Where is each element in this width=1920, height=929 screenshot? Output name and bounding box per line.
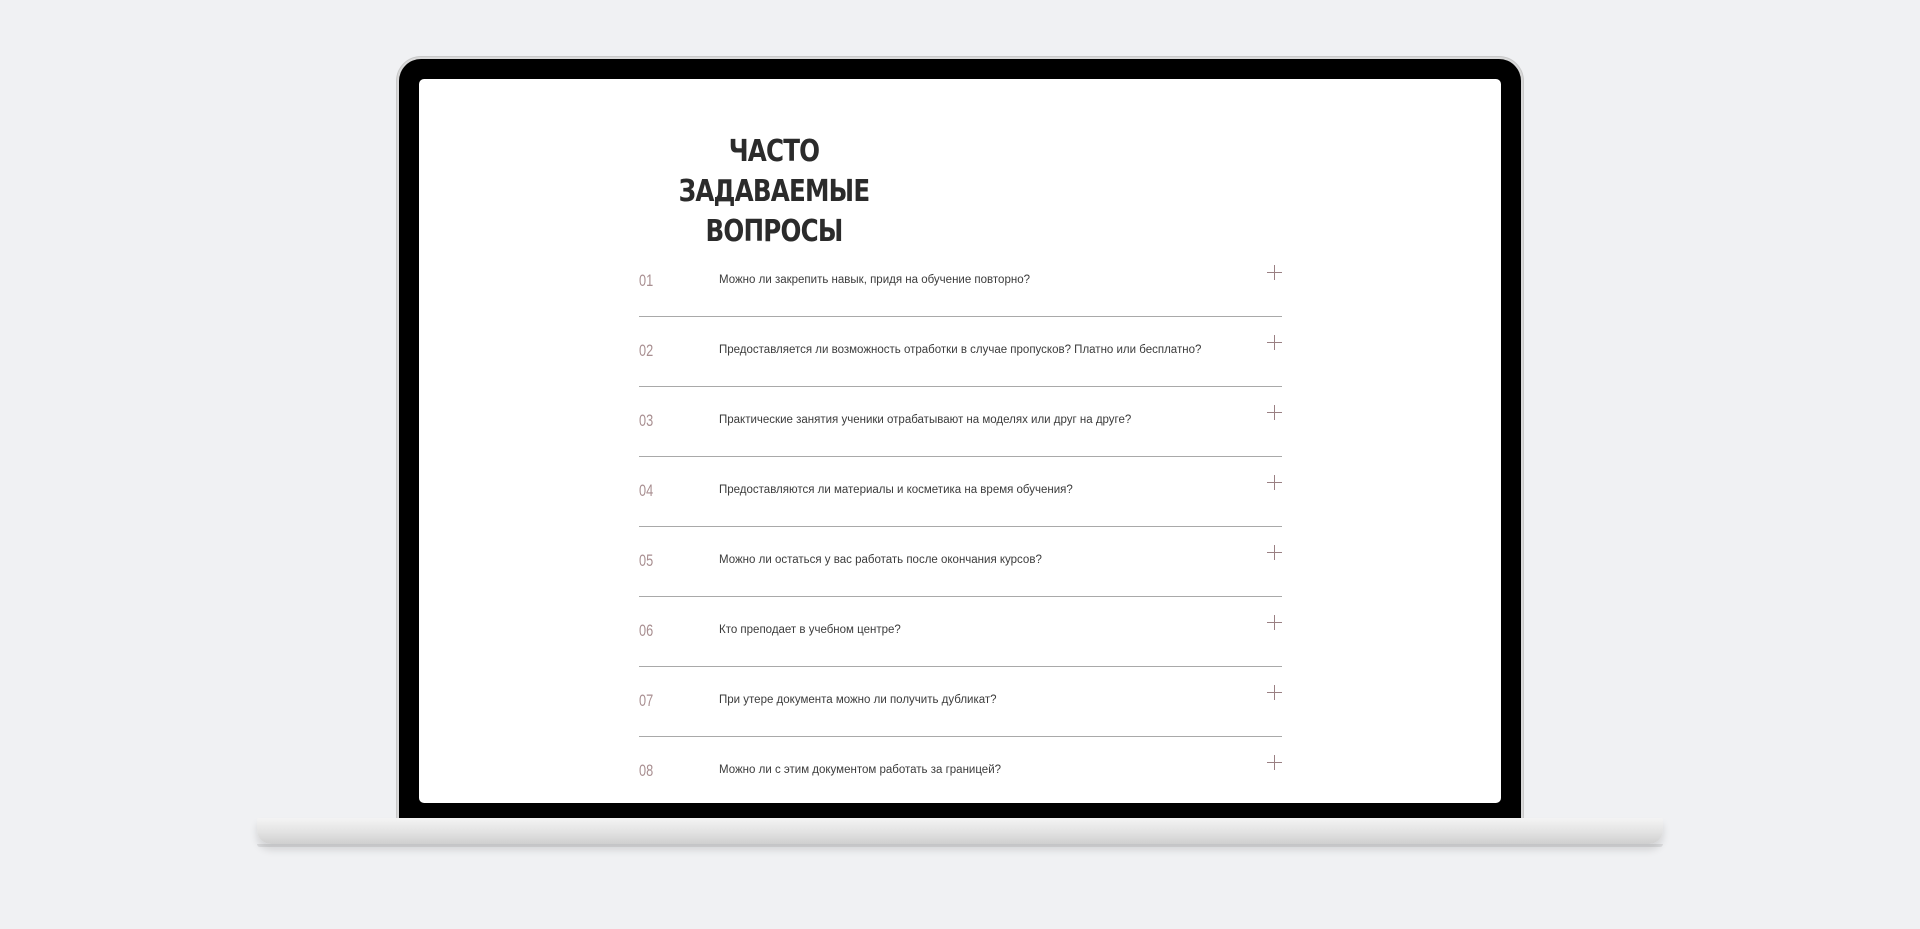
faq-item-08[interactable] <box>639 737 1282 803</box>
faq-item-05[interactable] <box>639 527 1282 597</box>
faq-item-question[interactable]: Предоставляется ли возможность отработки в случае пропусков? Платно или бесплатно? <box>719 344 1202 356</box>
faq-item-question[interactable]: Кто преподает в учебном центре? <box>719 624 901 636</box>
faq-item-number: 05 <box>639 551 654 570</box>
faq-item-question[interactable]: Можно ли с этим документом работать за границей? <box>719 764 1002 776</box>
faq-title <box>647 132 901 252</box>
faq-item-number: 06 <box>639 621 654 640</box>
faq-item-02[interactable] <box>639 317 1282 387</box>
faq-item-01[interactable] <box>639 247 1282 317</box>
plus-icon[interactable] <box>1267 755 1282 770</box>
faq-item-07[interactable] <box>639 667 1282 737</box>
plus-icon[interactable] <box>1267 335 1282 350</box>
faq-item-number: 07 <box>639 691 654 710</box>
faq-item-number: 02 <box>639 341 654 360</box>
faq-title-line2: ВОПРОСЫ <box>705 214 843 249</box>
plus-icon[interactable] <box>1267 615 1282 630</box>
faq-item-number: 04 <box>639 481 654 500</box>
faq-item-04[interactable] <box>639 457 1282 527</box>
faq-item-number: 01 <box>639 271 654 290</box>
faq-list <box>639 247 1282 803</box>
plus-icon[interactable] <box>1267 265 1282 280</box>
laptop-base <box>257 818 1663 844</box>
faq-item-number: 08 <box>639 761 654 780</box>
faq-item-question[interactable]: При утере документа можно ли получить дубликат? <box>719 694 997 706</box>
faq-item-number: 03 <box>639 411 654 430</box>
faq-item-03[interactable] <box>639 387 1282 457</box>
plus-icon[interactable] <box>1267 405 1282 420</box>
faq-item-question[interactable]: Можно ли закрепить навык, придя на обучение повторно? <box>719 274 1030 286</box>
plus-icon[interactable] <box>1267 475 1282 490</box>
faq-title-line1: ЧАСТО ЗАДАВАЕМЫЕ <box>678 134 870 209</box>
faq-item-06[interactable] <box>639 597 1282 667</box>
faq-item-question[interactable]: Практические занятия ученики отрабатывают на моделях или друг на друге? <box>719 414 1132 426</box>
plus-icon[interactable] <box>1267 685 1282 700</box>
laptop-screen <box>419 79 1501 803</box>
faq-item-question[interactable]: Предоставляются ли материалы и косметика на время обучения? <box>719 484 1073 496</box>
faq-item-question[interactable]: Можно ли остаться у вас работать после окончания курсов? <box>719 554 1042 566</box>
plus-icon[interactable] <box>1267 545 1282 560</box>
